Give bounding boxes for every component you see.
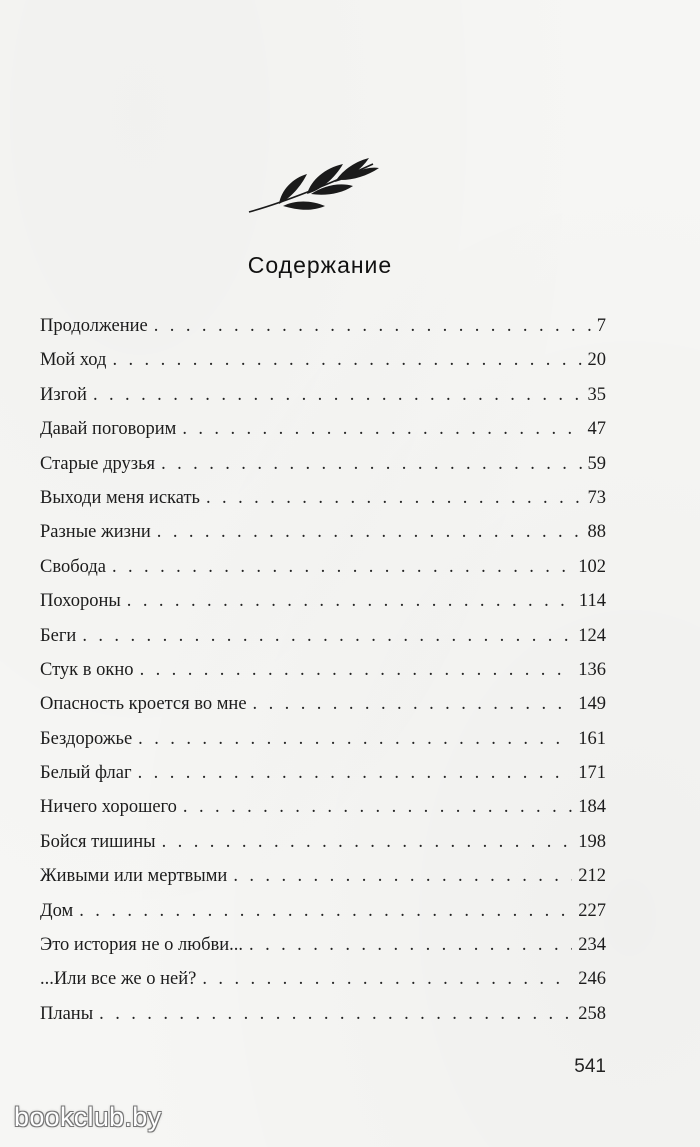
toc-leader-dots [138, 763, 573, 784]
toc-leader-dots [154, 316, 591, 337]
toc-entry [40, 626, 606, 660]
toc-entry-title: Выходи меня искать [40, 487, 200, 508]
toc-entry-title: Изгой [40, 384, 87, 405]
toc-leader-dots [182, 419, 581, 440]
toc-entry-title: Старые друзья [40, 453, 156, 474]
toc-leader-dots [202, 969, 572, 990]
toc-entry-page: 234 [578, 935, 606, 956]
toc-entry [40, 729, 606, 763]
toc-entry [40, 832, 606, 866]
page-title: Содержание [247, 252, 393, 278]
toc-leader-dots [140, 660, 573, 681]
table-of-contents [40, 316, 606, 1038]
toc-entry [40, 935, 606, 969]
toc-leader-dots [93, 385, 582, 406]
toc-entry-title: Разные жизни [40, 522, 151, 543]
toc-entry [40, 1004, 606, 1038]
toc-entry [40, 488, 606, 522]
toc-leader-dots [82, 626, 572, 647]
toc-entry [40, 316, 606, 350]
toc-entry-page: 136 [578, 659, 606, 680]
toc-entry-title: Бездорожье [40, 728, 133, 749]
toc-leader-dots [112, 350, 581, 371]
toc-leader-dots [112, 557, 572, 578]
toc-leader-dots [79, 901, 572, 922]
toc-entry-title: Свобода [40, 556, 106, 577]
toc-entry-page: 161 [578, 728, 606, 749]
toc-entry-page: 102 [578, 556, 606, 577]
toc-entry [40, 969, 606, 1003]
toc-entry-page: 35 [587, 384, 606, 405]
toc-leader-dots [162, 832, 573, 853]
toc-entry-page: 227 [578, 900, 606, 921]
toc-entry-page: 149 [578, 694, 606, 715]
toc-entry-page: 258 [578, 1003, 606, 1024]
toc-entry-title: Беги [40, 625, 77, 646]
toc-leader-dots [253, 694, 573, 715]
toc-leader-dots [99, 1004, 572, 1025]
toc-entry-title: Дом [40, 900, 74, 921]
toc-entry-title: Давай поговорим [40, 419, 177, 440]
toc-entry [40, 591, 606, 625]
toc-entry-title: Опасность кроется во мне [40, 694, 247, 715]
toc-entry-title: Мой ход [40, 350, 107, 371]
toc-leader-dots [206, 488, 582, 509]
toc-entry-page: 184 [578, 797, 606, 818]
toc-entry [40, 901, 606, 935]
toc-entry-page: 212 [578, 866, 606, 887]
toc-entry-page: 171 [578, 763, 606, 784]
toc-entry-page: 7 [596, 316, 606, 336]
toc-entry-page: 124 [578, 625, 606, 646]
toc-entry [40, 350, 606, 384]
toc-entry-page: 20 [587, 350, 606, 371]
toc-entry-page: 59 [587, 453, 606, 474]
toc-entry [40, 660, 606, 694]
toc-entry-title: Это история не о любви... [40, 935, 244, 956]
toc-leader-dots [138, 729, 572, 750]
toc-entry [40, 385, 606, 419]
toc-entry [40, 694, 606, 728]
toc-entry-title: Живыми или мертвыми [40, 866, 228, 887]
toc-entry [40, 419, 606, 453]
toc-leader-dots [183, 797, 572, 818]
toc-entry-page: 88 [587, 522, 606, 543]
toc-entry-page: 198 [578, 831, 606, 852]
toc-leader-dots [161, 454, 581, 475]
toc-entry-page: 73 [587, 487, 606, 508]
toc-entry [40, 797, 606, 831]
toc-entry-title: Бойся тишины [40, 831, 156, 852]
toc-entry-title: Планы [40, 1003, 94, 1024]
toc-entry-title: Похороны [40, 591, 121, 612]
toc-leader-dots [127, 591, 573, 612]
toc-entry-title: Ничего хорошего [40, 797, 177, 818]
toc-entry [40, 763, 606, 797]
toc-entry [40, 454, 606, 488]
toc-entry [40, 557, 606, 591]
toc-entry-title: Продолжение [40, 316, 148, 336]
toc-entry-page: 47 [587, 419, 606, 440]
watermark: bookclub.by [14, 1102, 162, 1132]
toc-leader-dots [233, 866, 572, 887]
toc-entry-title: ...Или все же о ней? [40, 969, 197, 990]
toc-entry-title: Белый флаг [40, 763, 132, 784]
toc-leader-dots [157, 522, 582, 543]
toc-entry-page: 114 [578, 591, 606, 612]
toc-entry [40, 866, 606, 900]
toc-entry [40, 522, 606, 556]
leaf-branch-icon [245, 150, 385, 230]
page-number: 541 [574, 1056, 606, 1077]
toc-leader-dots [249, 935, 572, 956]
toc-entry-page: 246 [578, 969, 606, 990]
toc-entry-title: Стук в окно [40, 659, 134, 680]
